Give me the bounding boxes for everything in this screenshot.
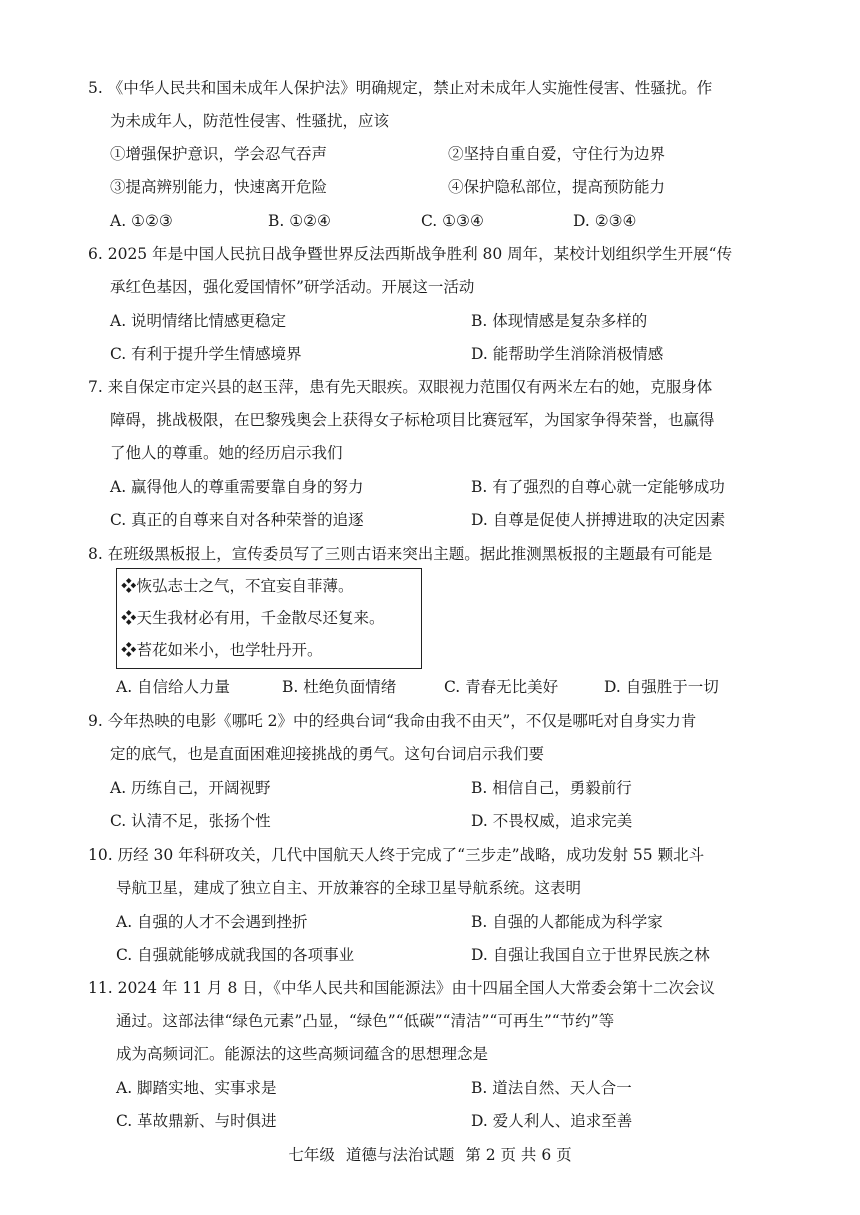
question-5-option-b: B. ①②④ [268, 212, 331, 230]
question-5-statement-1: ①增强保护意识，学会忍气吞声 [110, 145, 328, 163]
question-8-option-a: A. 自信给人力量 [116, 678, 231, 696]
question-7-option-c: C. 真正的自尊来自对各种荣誉的追逐 [110, 511, 364, 529]
question-9-option-a: A. 历练自己，开阔视野 [110, 779, 271, 797]
question-9-option-d: D. 不畏权威，追求完美 [471, 812, 633, 830]
question-8-option-c: C. 青春无比美好 [444, 678, 559, 696]
quote-3: ❖苔花如米小，也学牡丹开。 [121, 641, 323, 659]
question-5-stem-line-2: 为未成年人，防范性侵害、性骚扰，应该 [110, 112, 390, 130]
question-5-option-a: A. ①②③ [110, 212, 173, 230]
question-5-option-d: D. ②③④ [573, 212, 637, 230]
question-8-stem-line-1: 8. 在班级黑板报上，宣传委员写了三则古语来突出主题。据此推测黑板报的主题最有可能是 [88, 545, 713, 563]
question-11-option-a: A. 脚踏实地、实事求是 [116, 1079, 277, 1097]
question-6-option-b: B. 体现情感是复杂多样的 [471, 312, 648, 330]
question-11-stem-line-1: 11. 2024 年 11 月 8 日，《中华人民共和国能源法》由十四届全国人大常委会第十二次会议 [88, 979, 715, 997]
question-10-option-a: A. 自强的人才不会遇到挫折 [116, 913, 308, 931]
question-10-option-c: C. 自强就能够成就我国的各项事业 [116, 946, 355, 964]
question-7-stem-line-1: 7. 来自保定市定兴县的赵玉萍，患有先天眼疾。双眼视力范围仅有两米左右的她，克服身体 [88, 378, 713, 396]
footer-grade: 七年级 [288, 1146, 335, 1164]
question-9-stem-line-1: 9. 今年热映的电影《哪吒 2》中的经典台词“我命由我不由天”，不仅是哪吒对自身实力肯 [88, 712, 697, 730]
quote-1: ❖恢弘志士之气，不宜妄自菲薄。 [121, 577, 354, 595]
question-8-option-b: B. 杜绝负面情绪 [282, 678, 397, 696]
question-6-option-d: D. 能帮助学生消除消极情感 [471, 345, 664, 363]
question-11-option-d: D. 爱人利人、追求至善 [471, 1112, 633, 1130]
question-6-stem-line-2: 承红色基因，强化爱国情怀”研学活动。开展这一活动 [110, 278, 475, 296]
quote-2: ❖天生我材必有用，千金散尽还复来。 [121, 609, 385, 627]
footer-subject: 道德与法治试题 [345, 1146, 455, 1164]
footer-page-number: 第 2 页 共 6 页 [465, 1146, 572, 1164]
question-5-option-c: C. ①③④ [421, 212, 484, 230]
question-11-stem-line-3: 成为高频词汇。能源法的这些高频词蕴含的思想理念是 [116, 1045, 489, 1063]
question-7-stem-line-3: 了他人的尊重。她的经历启示我们 [110, 444, 343, 462]
question-7-option-d: D. 自尊是促使人拼搏进取的决定因素 [471, 511, 726, 529]
question-10-stem-line-2: 导航卫星，建成了独立自主、开放兼容的全球卫星导航系统。这表明 [116, 879, 582, 897]
question-8-option-d: D. 自强胜于一切 [604, 678, 719, 696]
question-11-stem-line-2: 通过。这部法律“绿色元素”凸显，“绿色”“低碳”“清洁”“可再生”“节约”等 [116, 1012, 615, 1030]
question-7-option-b: B. 有了强烈的自尊心就一定能够成功 [471, 478, 725, 496]
question-7-option-a: A. 赢得他人的尊重需要靠自身的努力 [110, 478, 364, 496]
question-11-option-b: B. 道法自然、天人合一 [471, 1079, 632, 1097]
question-10-option-b: B. 自强的人都能成为科学家 [471, 913, 663, 931]
question-9-option-c: C. 认清不足，张扬个性 [110, 812, 271, 830]
question-11-option-c: C. 革故鼎新、与时俱进 [116, 1112, 277, 1130]
question-10-option-d: D. 自强让我国自立于世界民族之林 [471, 946, 710, 964]
question-5-stem-line-1: 5. 《中华人民共和国未成年人保护法》明确规定，禁止对未成年人实施性侵害、性骚扰。作 [88, 79, 713, 97]
question-5-statement-3: ③提高辨别能力，快速离开危险 [110, 178, 328, 196]
question-10-stem-line-1: 10. 历经 30 年科研攻关，几代中国航天人终于完成了“三步走”战略，成功发射 55 颗北斗 [88, 846, 705, 864]
question-9-option-b: B. 相信自己，勇毅前行 [471, 779, 632, 797]
question-9-stem-line-2: 定的底气，也是直面困难迎接挑战的勇气。这句台词启示我们要 [110, 745, 545, 763]
question-5-statement-2: ②坚持自重自爱，守住行为边界 [448, 145, 666, 163]
question-6-stem-line-1: 6. 2025 年是中国人民抗日战争暨世界反法西斯战争胜利 80 周年，某校计划组织学生开展“传 [88, 245, 733, 263]
page-footer [0, 1143, 860, 1165]
question-7-stem-line-2: 障碍，挑战极限，在巴黎残奥会上获得女子标枪项目比赛冠军，为国家争得荣誉，也赢得 [110, 411, 715, 429]
question-5-statement-4: ④保护隐私部位，提高预防能力 [448, 178, 666, 196]
question-6-option-a: A. 说明情绪比情感更稳定 [110, 312, 287, 330]
question-6-option-c: C. 有利于提升学生情感境界 [110, 345, 302, 363]
